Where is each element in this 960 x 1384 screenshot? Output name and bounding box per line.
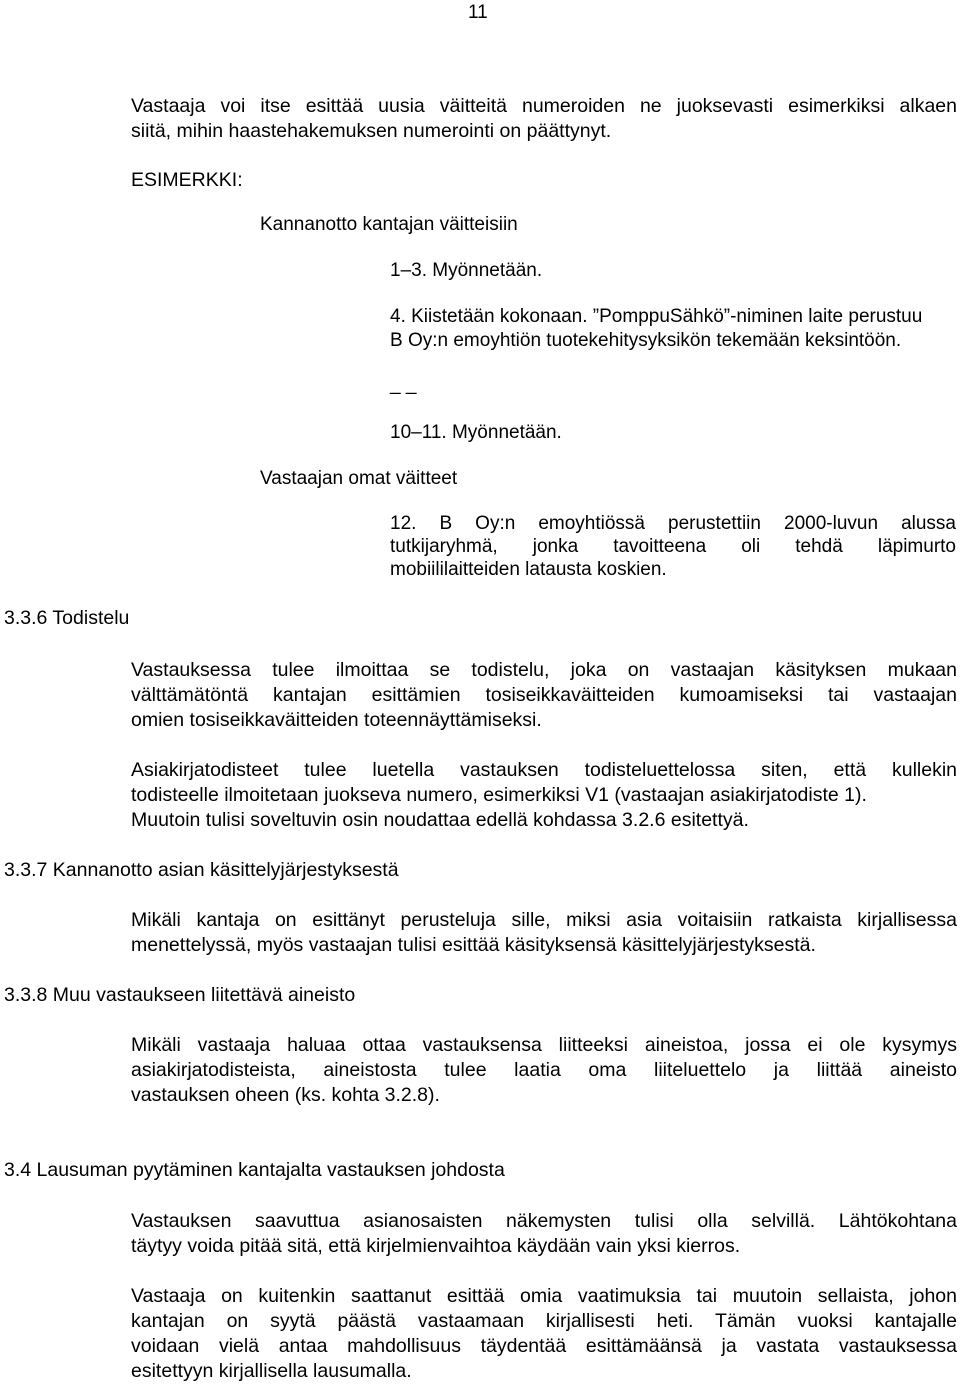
section-336-p2-line-2: todisteelle ilmoitetaan juokseva numero, esimerkiksi V1 (vastaajan asiakirjatodiste 1).: [131, 784, 867, 806]
section-336-p1-line-1: Vastauksessa tulee ilmoittaa se todistelu, joka on vastaajan käsityksen mukaan: [131, 659, 957, 681]
section-34-p2-line-4: esitettyyn kirjallisella lausumalla.: [131, 1360, 412, 1382]
section-337-p1-line-1: Mikäli kantaja on esittänyt perusteluja sille, miksi asia voitaisiin ratkaista kirjallisessa: [131, 909, 957, 931]
section-336-p1-line-3: omien tosiseikkaväitteiden toteennäyttämiseksi.: [131, 709, 542, 731]
example-item-1-3: 1–3. Myönnetään.: [390, 260, 543, 281]
section-338-p1-line-2: asiakirjatodisteista, aineistosta tulee laatia oma liiteluettelo ja liittää aineisto: [131, 1059, 957, 1081]
example-item-4-line-2: B Oy:n emoyhtiön tuotekehitysyksikön tekemään keksintöön.: [390, 330, 902, 351]
example-label: ESIMERKKI:: [131, 169, 243, 191]
section-34-p2-line-2: kantajan on syytä päästä vastaamaan kirjallisesti heti. Tämän vuoksi kantajalle: [131, 1310, 957, 1332]
section-336-p2-line-1: Asiakirjatodisteet tulee luetella vastauksen todisteluettelossa siten, että kullekin: [131, 759, 957, 781]
example-item-4-line-1: 4. Kiistetään kokonaan. ”PomppuSähkö”-niminen laite perustuu: [390, 306, 923, 327]
example-heading: Kannanotto kantajan väitteisiin: [260, 214, 518, 235]
section-34-p2-line-3: voidaan vielä antaa mahdollisuus täydentää esittämäänsä ja vastata vastauksessa: [131, 1335, 957, 1357]
section-338-p1-line-3: vastauksen oheen (ks. kohta 3.2.8).: [131, 1084, 440, 1106]
intro-line-2: siitä, mihin haastehakemuksen numerointi on päättynyt.: [131, 120, 612, 142]
example-item-12-line-1: 12. B Oy:n emoyhtiössä perustettiin 2000-luvun alussa: [390, 513, 956, 534]
example-item-12-line-2: tutkijaryhmä, jonka tavoitteena oli tehdä läpimurto: [390, 536, 956, 557]
section-338-heading: 3.3.8 Muu vastaukseen liitettävä aineisto: [4, 984, 356, 1006]
intro-line-1: Vastaaja voi itse esittää uusia väitteitä numeroiden ne juoksevasti esimerkiksi alkaen: [131, 95, 957, 117]
own-claims-heading: Vastaajan omat väitteet: [260, 468, 458, 489]
example-item-10-11: 10–11. Myönnetään.: [390, 422, 562, 443]
section-336-p2-line-3: Muutoin tulisi soveltuvin osin noudattaa edellä kohdassa 3.2.6 esitettyä.: [131, 809, 749, 831]
section-336-p1-line-2: välttämätöntä kantajan esittämien tosiseikkaväitteiden kumoamiseksi tai vastaajan: [131, 684, 957, 706]
section-337-p1-line-2: menettelyssä, myös vastaajan tulisi esittää käsityksensä käsittelyjärjestyksestä.: [131, 934, 816, 956]
section-34-p2-line-1: Vastaaja on kuitenkin saattanut esittää omia vaatimuksia tai muutoin sellaista, johon: [131, 1285, 957, 1307]
example-ellipsis-dashes: _ _: [390, 374, 417, 395]
section-337-heading: 3.3.7 Kannanotto asian käsittelyjärjestyksestä: [4, 859, 399, 881]
section-338-p1-line-1: Mikäli vastaaja haluaa ottaa vastauksensa liitteeksi aineistoa, jossa ei ole kysymys: [131, 1034, 957, 1056]
example-item-12-line-3: mobiililaitteiden latausta koskien.: [390, 559, 667, 580]
section-34-p1-line-2: täytyy voida pitää sitä, että kirjelmienvaihtoa käydään vain yksi kierros.: [131, 1235, 741, 1257]
page-number: 11: [468, 2, 488, 23]
section-34-p1-line-1: Vastauksen saavuttua asianosaisten näkemysten tulisi olla selvillä. Lähtökohtana: [131, 1210, 957, 1232]
section-34-heading: 3.4 Lausuman pyytäminen kantajalta vastauksen johdosta: [4, 1159, 505, 1181]
section-336-heading: 3.3.6 Todistelu: [4, 607, 130, 629]
